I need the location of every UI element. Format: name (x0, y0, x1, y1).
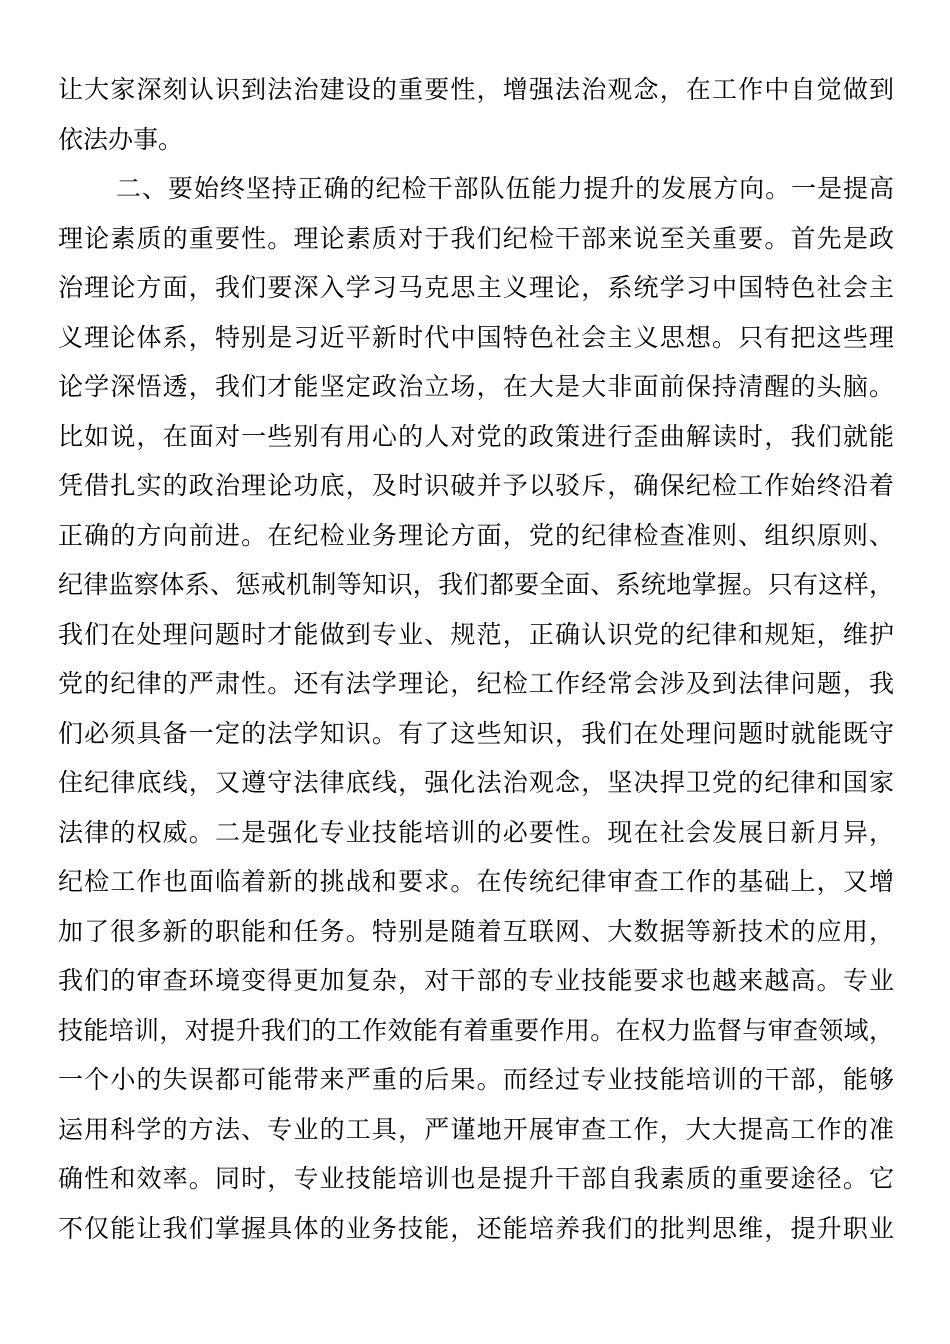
text-line: 凭借扎实的政治理论功底，及时识破并予以驳斥，确保纪检工作始终沿着 (58, 471, 894, 500)
text-line: 们必须具备一定的法学知识。有了这些知识，我们在处理问题时就能既守 (58, 718, 894, 748)
text-line: 不仅能让我们掌握具体的业务技能，还能培养我们的批判思维，提升职业 (58, 1213, 894, 1243)
text-line: 论学深悟透，我们才能坚定政治立场，在大是大非面前保持清醒的头脑。 (58, 372, 894, 401)
text-line: 我们的审查环境变得更加复杂，对干部的专业技能要求也越来越高。专业 (58, 966, 894, 995)
text-line: 运用科学的方法、专业的工具，严谨地开展审查工作，大大提高工作的准 (58, 1114, 894, 1144)
text-line: 我们在处理问题时才能做到专业、规范，正确认识党的纪律和规矩，维护 (58, 619, 894, 649)
text-line: 治理论方面，我们要深入学习马克思主义理论，系统学习中国特色社会主 (58, 273, 894, 302)
text-line: 加了很多新的职能和任务。特别是随着互联网、大数据等新技术的应用， (58, 916, 894, 946)
paragraph-start-line: 二、要始终坚持正确的纪检干部队伍能力提升的发展方向。一是提高 (116, 174, 894, 203)
text-line: 纪检工作也面临着新的挑战和要求。在传统纪律审查工作的基础上，又增 (58, 867, 894, 896)
body-text (58, 65, 894, 1253)
text-line: 让大家深刻认识到法治建设的重要性，增强法治观念，在工作中自觉做到 (58, 75, 894, 104)
text-line: 比如说，在面对一些别有用心的人对党的政策进行歪曲解读时，我们就能 (58, 421, 894, 451)
text-line: 住纪律底线，又遵守法律底线，强化法治观念，坚决捍卫党的纪律和国家 (58, 768, 894, 797)
text-line: 义理论体系，特别是习近平新时代中国特色社会主义思想。只有把这些理 (58, 322, 894, 352)
text-line: 正确的方向前进。在纪检业务理论方面，党的纪律检查准则、组织原则、 (58, 520, 894, 550)
text-line: 依法办事。 (58, 124, 184, 154)
text-line: 党的纪律的严肃性。还有法学理论，纪检工作经常会涉及到法律问题，我 (58, 669, 894, 698)
text-line: 一个小的失误都可能带来严重的后果。而经过专业技能培训的干部，能够 (58, 1065, 894, 1094)
text-line: 法律的权威。二是强化专业技能培训的必要性。现在社会发展日新月异， (58, 817, 894, 847)
text-line: 确性和效率。同时，专业技能培训也是提升干部自我素质的重要途径。它 (58, 1164, 894, 1193)
text-line: 纪律监察体系、惩戒机制等知识，我们都要全面、系统地掌握。只有这样， (58, 570, 894, 599)
text-line: 理论素质的重要性。理论素质对于我们纪检干部来说至关重要。首先是政 (58, 223, 894, 253)
text-line: 技能培训，对提升我们的工作效能有着重要作用。在权力监督与审查领域， (58, 1015, 894, 1045)
